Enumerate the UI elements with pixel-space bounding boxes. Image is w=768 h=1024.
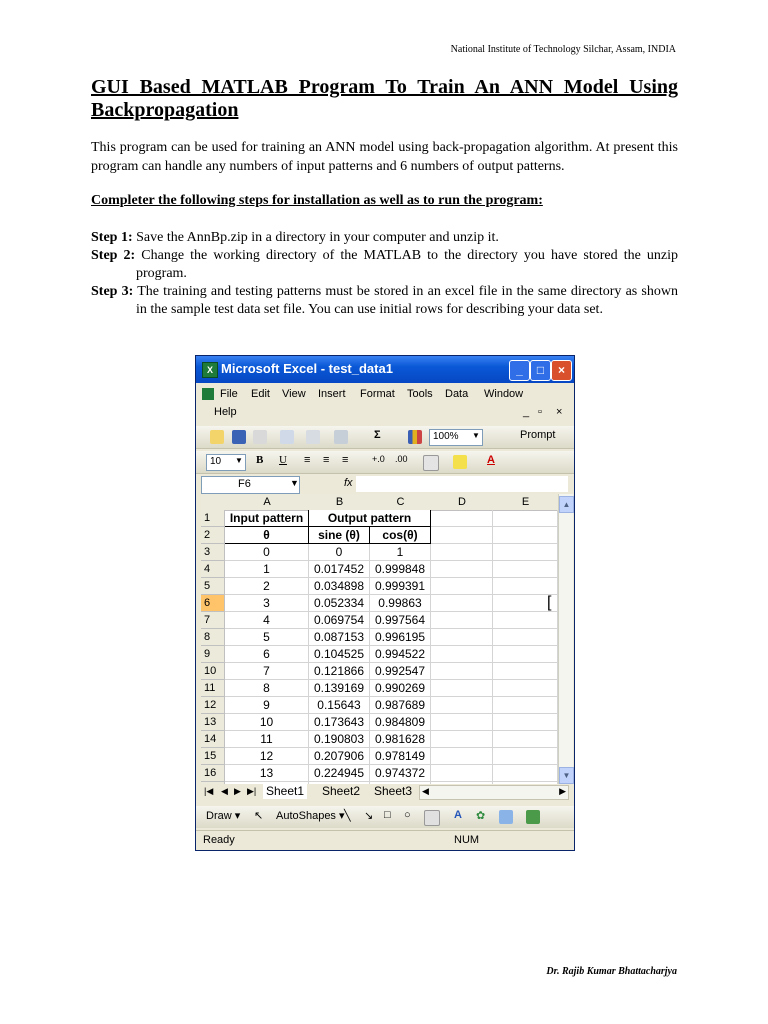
- vertical-scrollbar[interactable]: [558, 494, 573, 784]
- cell-d[interactable]: [431, 544, 493, 561]
- cell-d[interactable]: [431, 629, 493, 646]
- underline-icon[interactable]: U: [279, 454, 287, 466]
- cell-e[interactable]: [493, 578, 558, 595]
- cell-a[interactable]: 12: [225, 748, 309, 765]
- font-size-select[interactable]: [206, 454, 246, 471]
- column-header-c[interactable]: C: [370, 494, 432, 511]
- step-label: Step 2:: [91, 248, 136, 263]
- cell-c[interactable]: 0.997564: [370, 612, 431, 629]
- bold-icon[interactable]: B: [256, 454, 264, 466]
- row-header[interactable]: 6: [201, 595, 225, 612]
- cell-a[interactable]: 3: [225, 595, 309, 612]
- menu-tools[interactable]: Tools: [407, 388, 433, 400]
- row-header[interactable]: 2: [201, 527, 225, 544]
- cell-a[interactable]: 0: [225, 544, 309, 561]
- cell-e[interactable]: [493, 527, 558, 544]
- cell-b[interactable]: 0.069754: [309, 612, 370, 629]
- horizontal-scrollbar[interactable]: [419, 785, 569, 800]
- row-header[interactable]: 4: [201, 561, 225, 578]
- cell-b[interactable]: 0: [309, 544, 370, 561]
- scroll-left-icon[interactable]: ◀: [422, 786, 429, 796]
- chart-wizard-icon[interactable]: [408, 430, 422, 444]
- cell-c[interactable]: 0.999848: [370, 561, 431, 578]
- column-header-d[interactable]: D: [431, 494, 494, 511]
- row-header[interactable]: 3: [201, 544, 225, 561]
- cell-c[interactable]: 0.984809: [370, 714, 431, 731]
- line-icon[interactable]: ╲: [344, 810, 351, 822]
- intro-paragraph: This program can be used for training an ANN model using back-propagation algorithm. At present this program can handle any numbers of input patterns and 6 numbers of output patterns.: [91, 140, 678, 174]
- cell-a[interactable]: 11: [225, 731, 309, 748]
- cell-d[interactable]: [431, 561, 493, 578]
- step-1: [91, 229, 678, 247]
- wordart-icon[interactable]: A: [454, 809, 462, 821]
- menu-help[interactable]: Help: [214, 406, 237, 418]
- align-center-icon[interactable]: ≡: [323, 454, 330, 466]
- cell-b[interactable]: 0.190803: [309, 731, 370, 748]
- menu-insert[interactable]: Insert: [318, 388, 346, 400]
- diagram-icon[interactable]: ✿: [476, 810, 486, 822]
- workbook-icon: [202, 388, 214, 400]
- steps-heading: Completer the following steps for installation as well as to run the program:: [91, 193, 543, 208]
- cell-c[interactable]: 0.981628: [370, 731, 431, 748]
- doc-close-icon[interactable]: ×: [556, 406, 563, 418]
- step-2: [91, 247, 678, 283]
- cell-b[interactable]: 0.15643: [309, 697, 370, 714]
- fill-color-icon[interactable]: [453, 455, 467, 469]
- status-num: NUM: [454, 834, 480, 846]
- status-bar: [196, 830, 574, 851]
- cell-d[interactable]: [431, 748, 493, 765]
- first-sheet-icon[interactable]: |◀: [204, 786, 214, 796]
- cell-c[interactable]: 1: [370, 544, 431, 561]
- cell-e[interactable]: [493, 731, 558, 748]
- select-objects-icon[interactable]: ↖: [254, 810, 264, 822]
- cell-d[interactable]: [431, 765, 493, 782]
- cell-d[interactable]: [431, 680, 493, 697]
- footer-author: Dr. Rajib Kumar Bhattacharjya: [546, 966, 677, 977]
- spreadsheet-grid: [201, 494, 558, 784]
- sheet-tab-3[interactable]: Sheet3: [371, 784, 415, 799]
- cell-b[interactable]: Output pattern: [309, 510, 431, 527]
- zoom-select[interactable]: [429, 429, 483, 446]
- cell-e[interactable]: [493, 629, 558, 646]
- sheet-tab-1[interactable]: Sheet1: [263, 784, 307, 799]
- clipart-icon[interactable]: [499, 810, 513, 824]
- steps-list: [91, 229, 678, 319]
- cell-c[interactable]: 0.999391: [370, 578, 431, 595]
- oval-icon[interactable]: ○: [404, 809, 411, 821]
- cell-a[interactable]: 4: [225, 612, 309, 629]
- menu-file[interactable]: File: [220, 388, 238, 400]
- cell-b[interactable]: sine (θ): [309, 527, 370, 544]
- column-header-b[interactable]: B: [309, 494, 371, 511]
- name-box-value: F6: [238, 478, 251, 490]
- step-label: Step 3:: [91, 284, 134, 299]
- row-header[interactable]: 10: [201, 663, 225, 680]
- font-color-icon[interactable]: A: [487, 454, 495, 466]
- excel-window-title: Microsoft Excel - test_data1: [221, 361, 393, 376]
- cell-b[interactable]: 0.017452: [309, 561, 370, 578]
- cell-d[interactable]: [431, 612, 493, 629]
- draw-menu[interactable]: Draw ▾: [206, 810, 241, 822]
- row-header[interactable]: 1: [201, 510, 225, 527]
- text-cursor-icon: [: [547, 594, 552, 611]
- excel-app-icon: X: [202, 362, 218, 378]
- font-size-value: 10: [210, 456, 222, 467]
- row-header[interactable]: 16: [201, 765, 225, 782]
- cell-c[interactable]: 0.99863: [370, 595, 431, 612]
- row-header[interactable]: 12: [201, 697, 225, 714]
- undo-icon[interactable]: [334, 430, 348, 444]
- step-label: Step 1:: [91, 230, 133, 245]
- cell-b[interactable]: 0.104525: [309, 646, 370, 663]
- menu-edit[interactable]: Edit: [251, 388, 270, 400]
- new-icon[interactable]: [210, 430, 224, 444]
- permission-icon[interactable]: [253, 430, 267, 444]
- cell-b[interactable]: 0.224945: [309, 765, 370, 782]
- select-all-corner[interactable]: [201, 494, 226, 511]
- cell-d[interactable]: [431, 663, 493, 680]
- step-text: Change the working directory of the MATLAB to the directory you have stored the unzip program.: [136, 248, 678, 281]
- cell-d[interactable]: [431, 646, 493, 663]
- row-header[interactable]: 14: [201, 731, 225, 748]
- menu-window[interactable]: Window: [484, 388, 524, 400]
- cell-d[interactable]: [431, 714, 493, 731]
- align-left-icon[interactable]: ≡: [304, 454, 311, 466]
- cell-a[interactable]: 7: [225, 663, 309, 680]
- row-header[interactable]: 7: [201, 612, 225, 629]
- cell-e[interactable]: [493, 748, 558, 765]
- cell-a[interactable]: 1: [225, 561, 309, 578]
- cell-c[interactable]: cos(θ): [370, 527, 431, 544]
- cell-e[interactable]: [493, 544, 558, 561]
- cell-d[interactable]: [431, 527, 493, 544]
- arrow-icon[interactable]: ↘: [364, 810, 374, 822]
- cell-c[interactable]: 0.987689: [370, 697, 431, 714]
- cell-a[interactable]: 10: [225, 714, 309, 731]
- cell-e[interactable]: [493, 663, 558, 680]
- step-text: Save the AnnBp.zip in a directory in your computer and unzip it.: [136, 230, 499, 245]
- autosum-icon[interactable]: Σ: [374, 429, 381, 441]
- cell-b[interactable]: 0.052334: [309, 595, 370, 612]
- cell-e[interactable]: [493, 714, 558, 731]
- decrease-decimal-icon[interactable]: .00: [395, 454, 408, 464]
- cell-b[interactable]: 0.121866: [309, 663, 370, 680]
- standard-toolbar: [196, 426, 574, 449]
- align-right-icon[interactable]: ≡: [342, 454, 349, 466]
- row-header[interactable]: 11: [201, 680, 225, 697]
- cell-b[interactable]: 0.207906: [309, 748, 370, 765]
- row-header[interactable]: 5: [201, 578, 225, 595]
- prev-sheet-icon[interactable]: ◀: [221, 786, 228, 796]
- cell-b[interactable]: 0.087153: [309, 629, 370, 646]
- sheet-tab-bar: [201, 784, 572, 801]
- scroll-right-icon[interactable]: ▶: [559, 786, 566, 796]
- step-text: The training and testing patterns must be stored in an excel file in the same directory as shown in the sample test data set file. You can use initial rows for describing your data set.: [136, 284, 678, 317]
- cell-c[interactable]: 0.990269: [370, 680, 431, 697]
- cell-e[interactable]: [493, 510, 558, 527]
- sheet-tab-2[interactable]: Sheet2: [319, 784, 363, 799]
- print-preview-icon[interactable]: [280, 430, 294, 444]
- row-header[interactable]: 15: [201, 748, 225, 765]
- cell-c[interactable]: 0.974372: [370, 765, 431, 782]
- increase-decimal-icon[interactable]: +.0: [372, 454, 385, 464]
- excel-title-bar: [196, 356, 574, 383]
- rectangle-icon[interactable]: □: [384, 809, 391, 821]
- cell-b[interactable]: 0.034898: [309, 578, 370, 595]
- column-header-a[interactable]: A: [225, 494, 310, 511]
- save-icon[interactable]: [232, 430, 246, 444]
- cell-a[interactable]: θ: [225, 527, 309, 544]
- header-institute: National Institute of Technology Silchar, Assam, INDIA: [450, 44, 676, 55]
- maximize-button[interactable]: □: [530, 360, 551, 381]
- picture-icon[interactable]: [526, 810, 540, 824]
- chevron-down-icon: ▼: [235, 456, 243, 465]
- prompt-button[interactable]: Prompt: [520, 429, 556, 441]
- cell-b[interactable]: 0.139169: [309, 680, 370, 697]
- step-3: [91, 283, 678, 319]
- doc-minimize-icon[interactable]: _: [523, 406, 530, 418]
- cell-a[interactable]: Input pattern: [225, 510, 309, 527]
- chevron-down-icon: ▼: [472, 431, 480, 440]
- cell-e[interactable]: [493, 561, 558, 578]
- excel-window: [195, 355, 575, 851]
- cell-d[interactable]: [431, 578, 493, 595]
- drawing-toolbar: [196, 806, 574, 828]
- cell-d[interactable]: [431, 731, 493, 748]
- cell-e[interactable]: [493, 680, 558, 697]
- row-header[interactable]: 13: [201, 714, 225, 731]
- chevron-down-icon: ▼: [290, 478, 299, 488]
- cell-a[interactable]: 9: [225, 697, 309, 714]
- draw-label: Draw: [206, 810, 232, 822]
- cell-c[interactable]: 0.992547: [370, 663, 431, 680]
- cell-c[interactable]: 0.996195: [370, 629, 431, 646]
- cell-e[interactable]: [493, 646, 558, 663]
- zoom-value: 100%: [433, 431, 459, 442]
- menu-format[interactable]: Format: [360, 388, 395, 400]
- close-button[interactable]: ×: [551, 360, 572, 381]
- scroll-down-icon[interactable]: ▼: [559, 767, 574, 784]
- cell-a[interactable]: 6: [225, 646, 309, 663]
- copy-icon[interactable]: [306, 430, 320, 444]
- doc-restore-icon[interactable]: ▫: [538, 406, 542, 418]
- formula-bar[interactable]: [356, 476, 568, 492]
- row-header[interactable]: 9: [201, 646, 225, 663]
- menu-data[interactable]: Data: [445, 388, 469, 400]
- cell-e[interactable]: [493, 612, 558, 629]
- cell-a[interactable]: 13: [225, 765, 309, 782]
- cell-a[interactable]: 2: [225, 578, 309, 595]
- fx-icon[interactable]: fx: [344, 477, 353, 489]
- cell-d[interactable]: [431, 697, 493, 714]
- cell-a[interactable]: 5: [225, 629, 309, 646]
- cell-e[interactable]: [493, 765, 558, 782]
- last-sheet-icon[interactable]: ▶|: [247, 786, 257, 796]
- borders-icon[interactable]: [423, 455, 439, 471]
- autoshapes-label: AutoShapes: [276, 810, 336, 822]
- menu-bar: [196, 384, 574, 422]
- cell-c[interactable]: 0.978149: [370, 748, 431, 765]
- next-sheet-icon[interactable]: ▶: [234, 786, 241, 796]
- cell-e[interactable]: [493, 697, 558, 714]
- minimize-button[interactable]: _: [509, 360, 530, 381]
- scroll-up-icon[interactable]: ▲: [559, 496, 574, 513]
- status-ready: Ready: [203, 834, 235, 846]
- document-title: GUI Based MATLAB Program To Train An ANN Model Using Backpropagation: [91, 76, 678, 121]
- cell-d[interactable]: [431, 510, 493, 527]
- textbox-icon[interactable]: [424, 810, 440, 826]
- cell-c[interactable]: 0.994522: [370, 646, 431, 663]
- menu-view[interactable]: View: [282, 388, 306, 400]
- row-header[interactable]: 8: [201, 629, 225, 646]
- autoshapes-menu[interactable]: AutoShapes ▾: [276, 810, 345, 822]
- name-box[interactable]: [201, 476, 300, 494]
- formatting-toolbar: [196, 451, 574, 474]
- cell-b[interactable]: 0.173643: [309, 714, 370, 731]
- column-header-e[interactable]: E: [493, 494, 558, 511]
- cell-a[interactable]: 8: [225, 680, 309, 697]
- cell-d[interactable]: [431, 595, 493, 612]
